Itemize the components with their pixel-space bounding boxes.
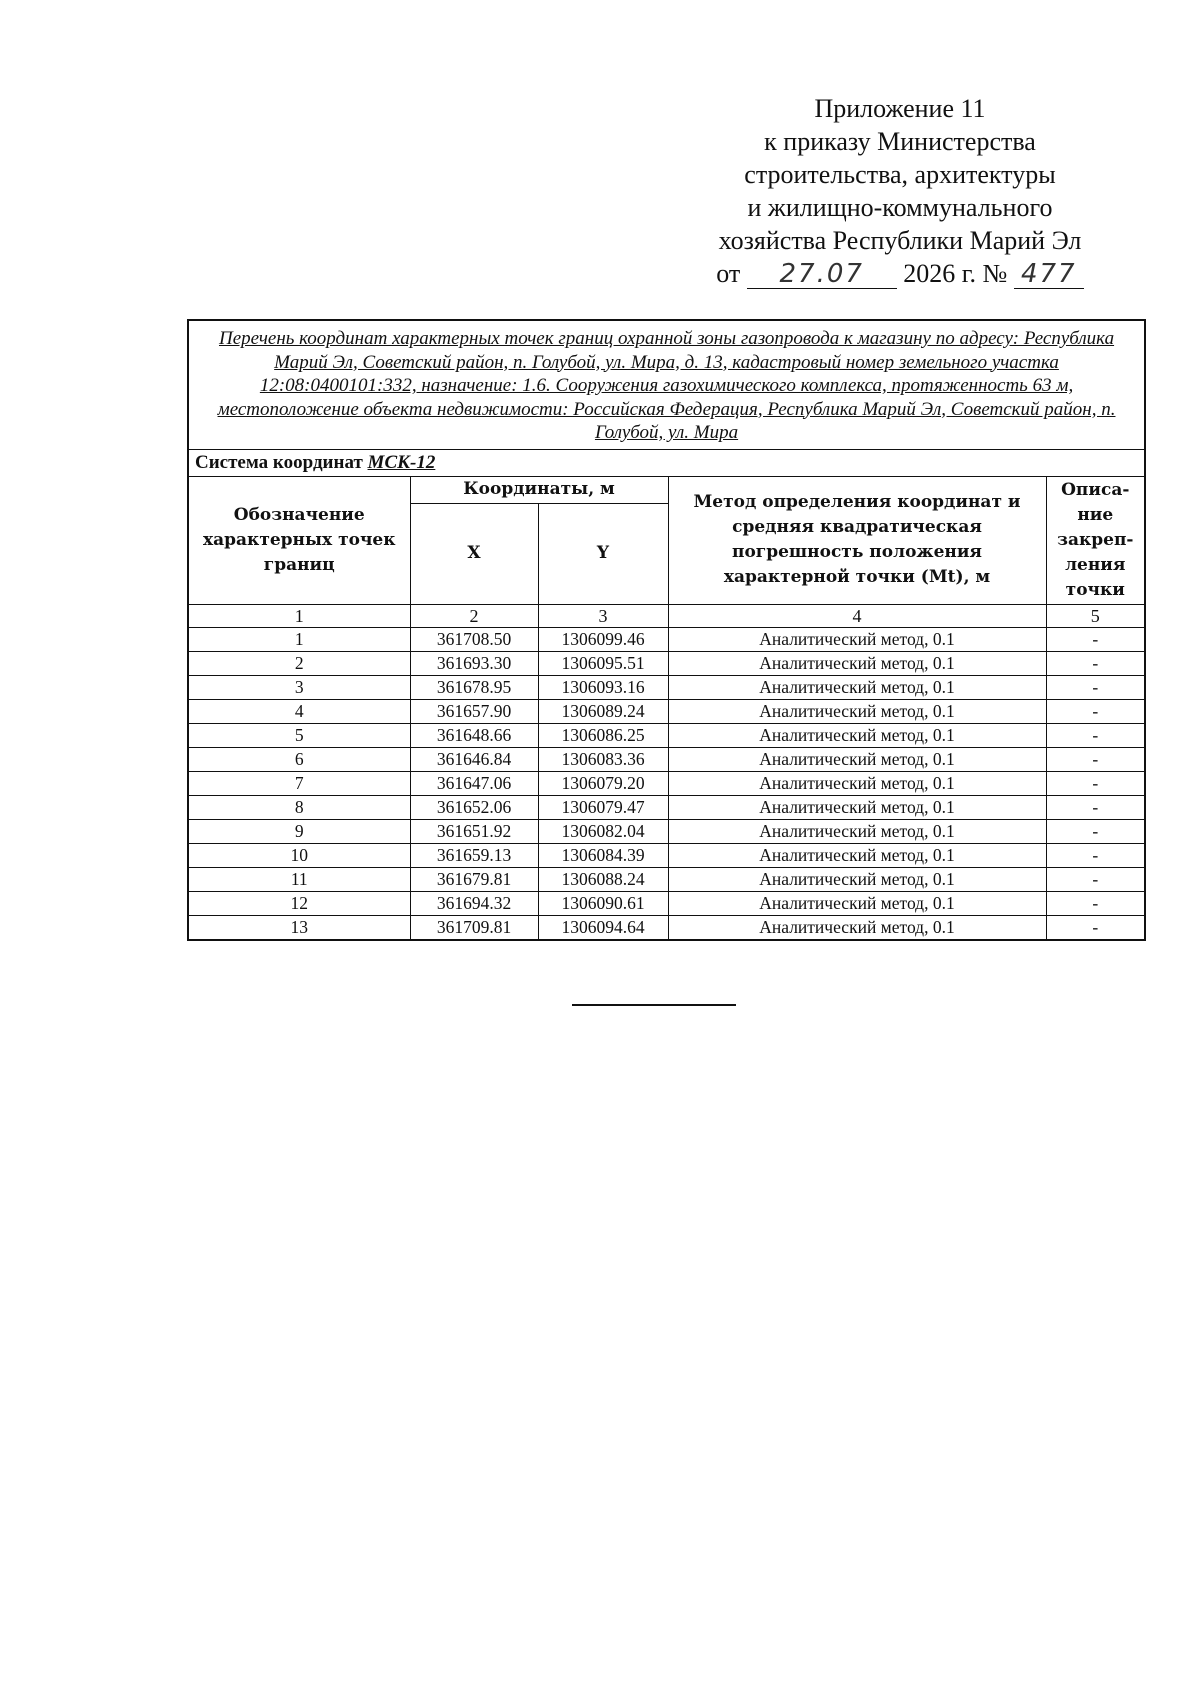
handwritten-date: 27.07 xyxy=(747,260,897,289)
method-cell: Аналитический метод, 0.1 xyxy=(668,675,1046,699)
description-cell: - xyxy=(1046,795,1145,819)
handwritten-order-number: 477 xyxy=(1014,260,1084,289)
x-cell: 361646.84 xyxy=(410,747,538,771)
x-cell: 361678.95 xyxy=(410,675,538,699)
description-cell: - xyxy=(1046,867,1145,891)
header-description: Описа-ние закреп-ления точки xyxy=(1046,476,1145,604)
x-cell: 361708.50 xyxy=(410,627,538,651)
y-cell: 1306079.20 xyxy=(538,771,668,795)
order-date-line xyxy=(640,257,1160,290)
method-cell: Аналитический метод, 0.1 xyxy=(668,867,1046,891)
x-cell: 361694.32 xyxy=(410,891,538,915)
x-cell: 361651.92 xyxy=(410,819,538,843)
x-cell: 361709.81 xyxy=(410,915,538,940)
point-cell: 9 xyxy=(188,819,410,843)
table-row xyxy=(188,651,1145,675)
coordinates-table xyxy=(187,319,1146,941)
description-cell: - xyxy=(1046,627,1145,651)
description-cell: - xyxy=(1046,819,1145,843)
description-cell: - xyxy=(1046,723,1145,747)
point-cell: 5 xyxy=(188,723,410,747)
header-coords: Координаты, м xyxy=(410,476,668,503)
point-cell: 13 xyxy=(188,915,410,940)
header-y: Y xyxy=(538,503,668,604)
x-cell: 361648.66 xyxy=(410,723,538,747)
point-cell: 3 xyxy=(188,675,410,699)
y-cell: 1306095.51 xyxy=(538,651,668,675)
header-point: Обозначение характерных точек границ xyxy=(188,476,410,604)
y-cell: 1306093.16 xyxy=(538,675,668,699)
table-row xyxy=(188,915,1145,940)
x-cell: 361647.06 xyxy=(410,771,538,795)
column-number: 3 xyxy=(538,604,668,627)
point-cell: 7 xyxy=(188,771,410,795)
method-cell: Аналитический метод, 0.1 xyxy=(668,819,1046,843)
table-row xyxy=(188,675,1145,699)
method-cell: Аналитический метод, 0.1 xyxy=(668,699,1046,723)
description-cell: - xyxy=(1046,915,1145,940)
y-cell: 1306084.39 xyxy=(538,843,668,867)
y-cell: 1306086.25 xyxy=(538,723,668,747)
method-cell: Аналитический метод, 0.1 xyxy=(668,747,1046,771)
point-cell: 10 xyxy=(188,843,410,867)
system-label: Система координат xyxy=(195,451,363,473)
description-cell: - xyxy=(1046,699,1145,723)
point-cell: 4 xyxy=(188,699,410,723)
date-prefix: от xyxy=(716,259,741,288)
point-cell: 12 xyxy=(188,891,410,915)
method-cell: Аналитический метод, 0.1 xyxy=(668,771,1046,795)
system-row xyxy=(188,449,1145,476)
column-number: 4 xyxy=(668,604,1046,627)
coordinate-system xyxy=(188,449,1145,476)
method-cell: Аналитический метод, 0.1 xyxy=(668,627,1046,651)
method-cell: Аналитический метод, 0.1 xyxy=(668,843,1046,867)
year-text: 2026 г. № xyxy=(903,259,1008,288)
x-cell: 361659.13 xyxy=(410,843,538,867)
header-line: строительства, архитектуры xyxy=(744,160,1056,189)
column-number: 5 xyxy=(1046,604,1145,627)
point-cell: 1 xyxy=(188,627,410,651)
y-cell: 1306088.24 xyxy=(538,867,668,891)
point-cell: 11 xyxy=(188,867,410,891)
y-cell: 1306089.24 xyxy=(538,699,668,723)
header-line: к приказу Министерства xyxy=(764,127,1036,156)
method-cell: Аналитический метод, 0.1 xyxy=(668,915,1046,940)
description-cell: - xyxy=(1046,843,1145,867)
table-row xyxy=(188,627,1145,651)
method-cell: Аналитический метод, 0.1 xyxy=(668,795,1046,819)
point-cell: 6 xyxy=(188,747,410,771)
header-x: X xyxy=(410,503,538,604)
y-cell: 1306082.04 xyxy=(538,819,668,843)
table-row xyxy=(188,819,1145,843)
end-divider-line xyxy=(572,1004,736,1006)
table-row xyxy=(188,867,1145,891)
x-cell: 361657.90 xyxy=(410,699,538,723)
description-cell: - xyxy=(1046,771,1145,795)
method-cell: Аналитический метод, 0.1 xyxy=(668,651,1046,675)
x-cell: 361679.81 xyxy=(410,867,538,891)
description-cell: - xyxy=(1046,651,1145,675)
x-cell: 361652.06 xyxy=(410,795,538,819)
y-cell: 1306099.46 xyxy=(538,627,668,651)
header-line: Приложение 11 xyxy=(814,94,986,123)
title-row xyxy=(188,320,1145,449)
table-row xyxy=(188,723,1145,747)
description-cell: - xyxy=(1046,747,1145,771)
header-method: Метод определения координат и средняя квадратическая погрешность положения характерной точки (Mt), м xyxy=(668,476,1046,604)
y-cell: 1306079.47 xyxy=(538,795,668,819)
column-number: 1 xyxy=(188,604,410,627)
table-row xyxy=(188,891,1145,915)
y-cell: 1306094.64 xyxy=(538,915,668,940)
table-row xyxy=(188,795,1145,819)
column-number: 2 xyxy=(410,604,538,627)
point-cell: 2 xyxy=(188,651,410,675)
y-cell: 1306090.61 xyxy=(538,891,668,915)
description-cell: - xyxy=(1046,891,1145,915)
header-line: хозяйства Республики Марий Эл xyxy=(718,226,1082,255)
system-value: МСК-12 xyxy=(367,451,436,473)
method-cell: Аналитический метод, 0.1 xyxy=(668,723,1046,747)
column-numbers-row xyxy=(188,604,1145,627)
table-row xyxy=(188,843,1145,867)
description-cell: - xyxy=(1046,675,1145,699)
appendix-header xyxy=(640,92,1160,290)
table-row xyxy=(188,771,1145,795)
table-title: Перечень координат характерных точек границ охранной зоны газопровода к магазину по адресу: Республика Марий Эл, Советский район, п. Голубой, ул. Мира, д. 13, кадастровый номер земельного участка 12:08:0400101:332, назначение: 1.6. Сооружения газохимического комплекса, протяженность 63 м, местоположение объекта недвижимости: Российская Федерация, Республика Марий Эл, Советский район, п. Голубой, ул. Мира xyxy=(188,320,1145,449)
x-cell: 361693.30 xyxy=(410,651,538,675)
header-row xyxy=(188,476,1145,503)
y-cell: 1306083.36 xyxy=(538,747,668,771)
header-line: и жилищно-коммунального xyxy=(747,193,1053,222)
method-cell: Аналитический метод, 0.1 xyxy=(668,891,1046,915)
table-row xyxy=(188,747,1145,771)
table-row xyxy=(188,699,1145,723)
point-cell: 8 xyxy=(188,795,410,819)
